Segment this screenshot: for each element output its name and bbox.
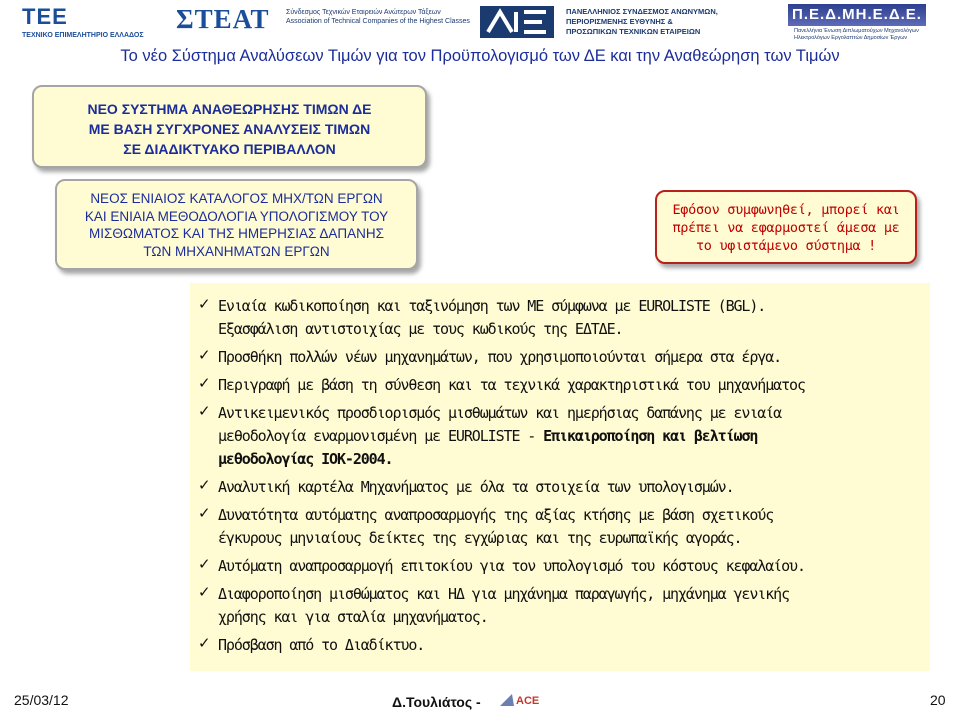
new-catalogue-box [55,179,418,270]
tee-logo-mark: TEE [22,4,68,29]
steat-logo-caption [286,8,470,26]
tee-logo [22,4,170,42]
pedmede-logo [788,2,958,44]
checkmark-icon: ✓ [198,476,211,494]
footer-author: Δ.Τουλιάτος - [392,694,481,710]
item-bold-text: Επικαιροποίηση και βελτίωση [543,427,758,445]
item-line: Εξασφάλιση αντιστοιχίας με τους κωδικούς της ΕΔΤΔΕ. [218,320,623,338]
pesed-caption-line: ΠΕΡΙΟΡΙΣΜΕΝΗΣ ΕΥΘΥΝΗΣ & [566,17,673,26]
box-line: ΣΕ ΔΙΑΔΙΚΤΥΑΚΟ ΠΕΡΙΒΑΛΛΟΝ [123,141,336,157]
pesed-caption-line: ΠΑΝΕΛΛΗΝΙΟΣ ΣΥΝΔΕΣΜΟΣ ΑΝΩΝΥΜΩΝ, [566,7,718,16]
checkmark-icon: ✓ [198,634,211,652]
pedmede-caption-line: Ηλεκτρολόγων Εργολαπτών Δημοσίων Έργων [794,35,908,41]
checkmark-icon: ✓ [198,504,211,522]
checkmark-icon: ✓ [198,555,211,573]
steat-caption-line: Σύνδεσμος Τεχνικών Εταιρειών Ανώτερων Τάξεων [286,9,441,16]
box-line: πρέπει να εφαρμοστεί άμεσα με [672,220,900,236]
list-item [198,634,930,657]
checkmark-icon: ✓ [198,346,211,364]
item-line: Πρόσβαση από το Διαδίκτυο. [218,636,425,654]
pesed-caption-line: ΠΡΟΣΩΠΙΚΩΝ ΤΕΧΝΙΚΩΝ ΕΤΑΙΡΕΙΩΝ [566,27,701,36]
list-item [198,402,930,471]
item-line: Αντικειμενικός προσδιορισμός μισθωμάτων και ημερήσιας δαπάνης με ενιαία [218,404,782,422]
pedmede-logo-mark: Π.Ε.Δ.ΜΗ.Ε.Δ.Ε. [788,4,926,26]
item-line: έγκυρους μηνιαίους δείκτες της εγχώριας και της ευρωπαϊκής αγοράς. [218,529,742,547]
tee-logo-subtitle: ΤΕΧΝΙΚΟ ΕΠΙΜΕΛΗΤΗΡΙΟ ΕΛΛΑΔΟΣ [22,32,144,39]
item-line: Αναλυτική καρτέλα Μηχανήματος με όλα τα στοιχεία των υπολογισμών. [218,478,734,496]
slide-title: Το νέο Σύστημα Αναλύσεων Τιμών για τον Προϋπολογισμό των ΔΕ και την Αναθεώρηση των Τιμών [120,47,840,65]
item-line: Προσθήκη πολλών νέων μηχανημάτων, που χρησιμοποιούνται σήμερα στα έργα. [218,348,782,366]
steat-logo-mark: ΣΤΕΑΤ [176,4,270,34]
box-line: ΚΑΙ ΕΝΙΑΙΑ ΜΕΘΟΔΟΛΟΓΙΑ ΥΠΟΛΟΓΙΣΜΟΥ ΤΟΥ [84,208,389,224]
page-number: 20 [930,692,946,708]
box-line: Εφόσον συμφωνηθεί, μπορεί και [672,202,900,218]
checkmark-icon: ✓ [198,402,211,420]
checkmark-icon: ✓ [198,583,211,601]
item-line: Διαφοροποίηση μισθώματος και ΗΔ για μηχάνημα παραγωγής, μηχάνημα γενικής [218,585,790,603]
checkmark-icon: ✓ [198,295,211,313]
feature-list [190,283,930,671]
list-item [198,583,930,629]
new-system-box [32,85,427,168]
pedmede-caption-line: Πανελλήνια Ένωση Διπλωματούχων Μηχανολόγων [794,28,919,34]
ace-logo-text: ACE [516,695,540,707]
list-item [198,555,930,578]
ace-logo [498,690,546,710]
item-line [218,425,930,448]
box-line: ΜΙΣΘΩΜΑΤΟΣ ΚΑΙ ΤΗΣ ΗΜΕΡΗΣΙΑΣ ΔΑΠΑΝΗΣ [89,226,384,241]
item-bold-line: μεθοδολογίας ΙΟΚ-2004. [218,450,393,468]
item-line: Περιγραφή με βάση τη σύνθεση και τα τεχνικά χαρακτηριστικά του μηχανήματος [218,376,805,394]
list-item [198,504,930,550]
item-text: μεθοδολογία εναρμονισμένη με EUROLISTE - [218,427,544,445]
pesed-emblem-icon [480,4,554,40]
footer-date: 25/03/12 [14,692,69,708]
checkmark-icon: ✓ [198,374,211,392]
list-item [198,476,930,499]
pesed-logo [480,4,750,40]
box-line: ΜΕ ΒΑΣΗ ΣΥΓΧΡΟΝΕΣ ΑΝΑΛΥΣΕΙΣ ΤΙΜΩΝ [88,121,371,137]
item-line: Ενιαία κωδικοποίηση και ταξινόμηση των ΜΕ σύμφωνα με EUROLISTE (BGL). [218,297,766,315]
pedmede-logo-caption [794,28,919,42]
item-line: χρήσης και για σταλία μηχανήματος. [218,608,488,626]
steat-logo [176,4,470,40]
pesed-logo-caption [566,7,718,37]
box-line: το υφιστάμενο σύστημα ! [695,238,877,254]
box-line: ΤΩΝ ΜΗΧΑΝΗΜΑΤΩΝ ΕΡΓΩΝ [143,243,330,259]
item-line: Αυτόματη αναπροσαρμογή επιτοκίου για τον υπολογισμό του κόστους κεφαλαίου. [218,557,805,575]
steat-caption-line: Association of Technical Companies of the Highest Classes [286,18,470,25]
box-line: ΝΕΟ ΣΥΣΤΗΜΑ ΑΝΑΘΕΩΡΗΣΗΣ ΤΙΜΩΝ ΔΕ [87,101,372,117]
logo-bar [0,0,960,44]
item-line: Δυνατότητα αυτόματης αναπροσαρμογής της αξίας κτήσης με βάση σχετικούς [218,506,774,524]
agreement-note-box [655,190,917,264]
list-item [198,295,930,341]
list-item [198,374,930,397]
box-line: ΝΕΟΣ ΕΝΙΑΙΟΣ ΚΑΤΑΛΟΓΟΣ ΜΗΧ/ΤΩΝ ΕΡΓΩΝ [90,191,383,206]
list-item [198,346,930,369]
